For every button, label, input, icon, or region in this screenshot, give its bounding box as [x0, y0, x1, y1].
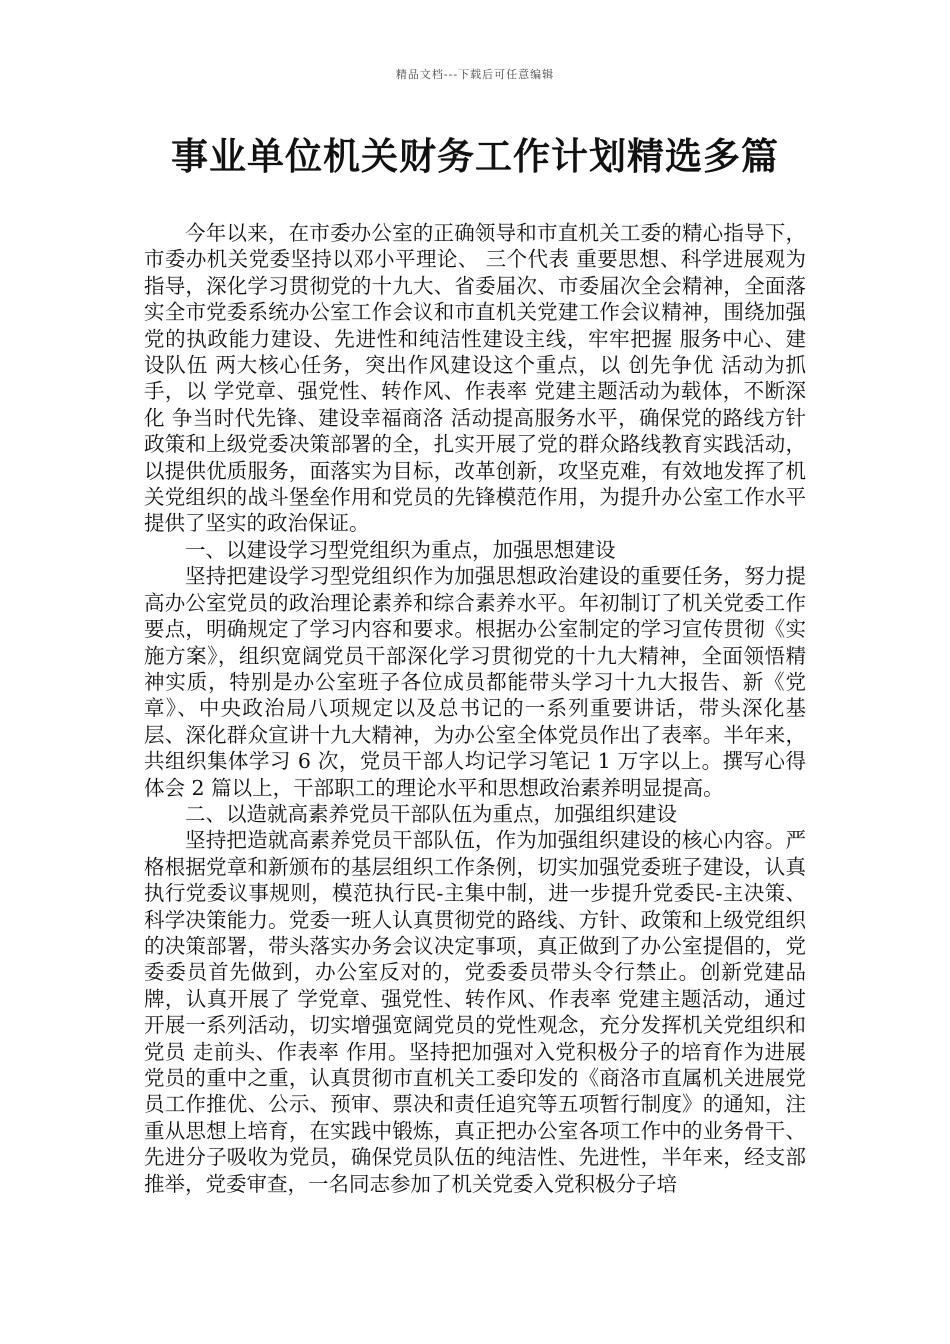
section-heading-1: 一、以建设学习型党组织为重点，加强思想建设	[185, 537, 616, 562]
document-body	[144, 220, 806, 1197]
section-paragraph-1: 坚持把建设学习型党组织作为加强思想政治建设的重要任务，努力提高办公室党员的政治理论素养和综合素养水平。年初制订了机关党委工作要点，明确规定了学习内容和要求。根据办公室制定的学习宣传贯彻《实施方案》，组织宽阔党员干部深化学习贯彻党的十九大精神，全面领悟精神实质，特别是办公室班子各位成员都能带头学习十九大报告、新《党章》、中央政治局八项规定以及总书记的一系列重要讲话，带头深化基层、深化群众宣讲十九大精神，为办公室全体党员作出了表率。半年来，共组织集体学习 6 次，党员干部人均记学习笔记 1 万字以上。撰写心得体会 2 篇以上，干部职工的理论水平和思想政治素养明显提高。	[144, 564, 806, 800]
intro-paragraph: 今年以来，在市委办公室的正确领导和市直机关工委的精心指导下，市委办机关党委坚持以邓小平理论、 三个代表 重要思想、科学进展观为指导，深化学习贯彻党的十九大、省委届次、市委届次全会精神，全面落实全市党委系统办公室工作会议和市直机关党建工作会议精神，围绕加强党的执政能力建设、先进性和纯洁性建设主线，牢牢把握 服务中心、建设队伍 两大核心任务，突出作风建设这个重点，以 创先争优 活动为抓手，以 学党章、强党性、转作风、作表率 党建主题活动为载体，不断深化 争当时代先锋、建设幸福商洛 活动提高服务水平，确保党的路线方针政策和上级党委决策部署的全，扎实开展了党的群众路线教育实践活动，以提供优质服务，面落实为目标，改革创新，攻坚克难，有效地发挥了机关党组织的战斗堡垒作用和党员的先锋模范作用，为提升办公室工作水平提供了坚实的政治保证。	[144, 221, 806, 536]
section-paragraph-2: 坚持把造就高素养党员干部队伍，作为加强组织建设的核心内容。严格根据党章和新颁布的基层组织工作条例，切实加强党委班子建设，认真执行党委议事规则，模范执行民-主集中制，进一步提升党委民-主决策、科学决策能力。党委一班人认真贯彻党的路线、方针、政策和上级党组织的决策部署，带头落实办务会议决定事项，真正做到了办公室提倡的，党委委员首先做到，办公室反对的，党委委员带头令行禁止。创新党建品牌，认真开展了 学党章、强党性、转作风、作表率 党建主题活动，通过开展一系列活动，切实增强宽阔党员的党性观念，充分发挥机关党组织和党员 走前头、作表率 作用。坚持把加强对入党积极分子的培育作为进展党员的重中之重，认真贯彻市直机关工委印发的《商洛市直属机关进展党员工作推优、公示、预审、票决和责任追究等五项暂行制度》的通知，注重从思想上培育，在实践中锻炼，真正把办公室各项工作中的业务骨干、先进分子吸收为党员，确保党员队伍的纯洁性、先进性，半年来，经支部推举，党委审查，一名同志参加了机关党委入党积极分子培	[144, 828, 806, 1196]
page-title: 事业单位机关财务工作计划精选多篇	[171, 135, 779, 178]
header-note: 精品文档---下载后可任意编辑	[395, 68, 555, 81]
section-heading-2: 二、以造就高素养党员干部队伍为重点，加强组织建设	[185, 801, 677, 826]
